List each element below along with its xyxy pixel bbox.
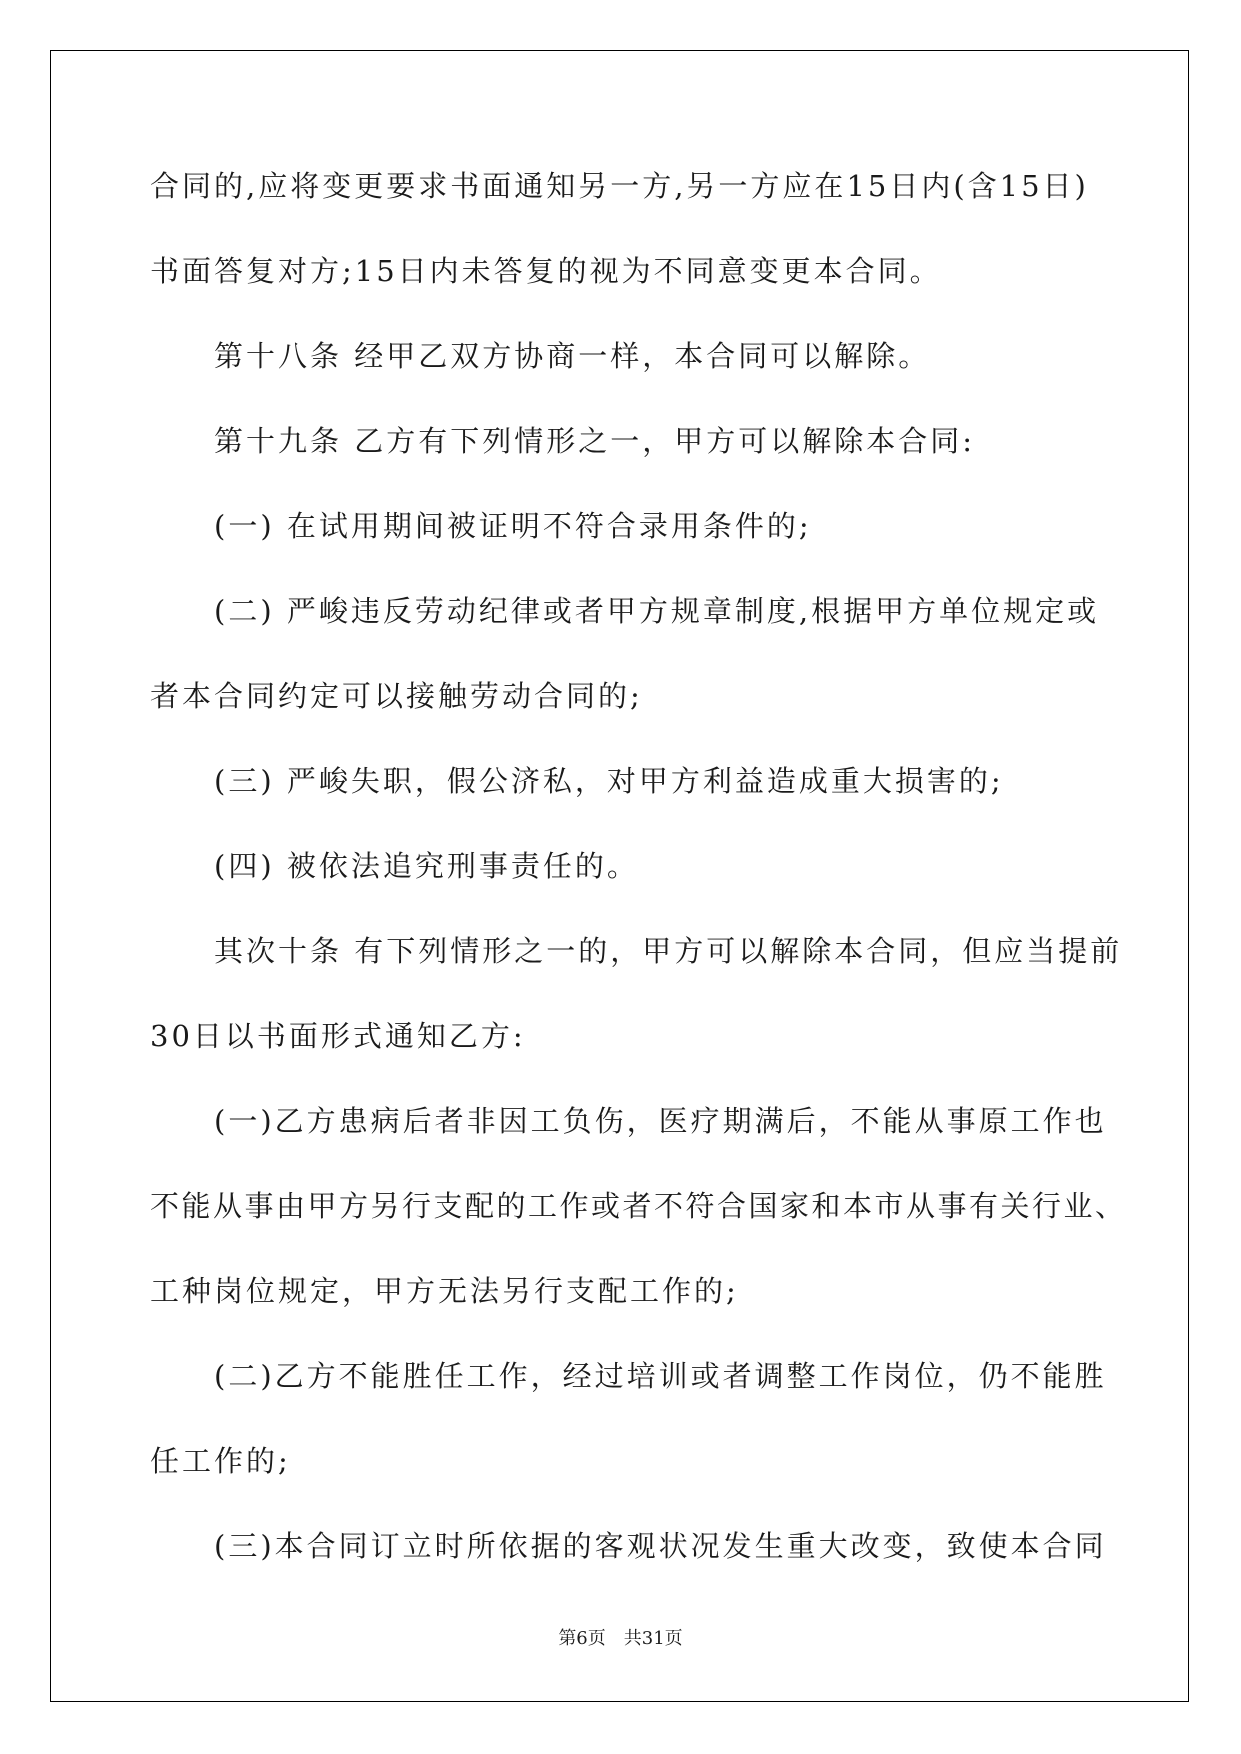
text-line: (二)乙方不能胜任工作，经过培训或者调整工作岗位，仍不能胜 xyxy=(150,1359,1107,1393)
text-line: (四) 被依法追究刑事责任的。 xyxy=(150,849,639,883)
text-line: (一) 在试用期间被证明不符合录用条件的; xyxy=(150,509,812,543)
text-line: 第十九条 乙方有下列情形之一，甲方可以解除本合同: xyxy=(150,424,975,458)
text-line: (一)乙方患病后者非因工负伤，医疗期满后，不能从事原工作也 xyxy=(150,1104,1107,1138)
text-line: 工种岗位规定，甲方无法另行支配工作的; xyxy=(150,1274,739,1308)
text-line: 30日以书面形式通知乙方: xyxy=(150,1019,526,1053)
text-line: (二) 严峻违反劳动纪律或者甲方规章制度,根据甲方单位规定或 xyxy=(150,594,1100,628)
text-line: 书面答复对方;15日内未答复的视为不同意变更本合同。 xyxy=(150,254,942,288)
page-number-total: 共31页 xyxy=(623,1628,683,1649)
text-line: (三)本合同订立时所依据的客观状况发生重大改变，致使本合同 xyxy=(150,1529,1107,1563)
text-line: 其次十条 有下列情形之一的，甲方可以解除本合同，但应当提前 xyxy=(150,934,1123,968)
page-footer xyxy=(0,1627,1241,1651)
text-line: 任工作的; xyxy=(150,1444,291,1478)
text-line: (三) 严峻失职，假公济私，对甲方利益造成重大损害的; xyxy=(150,764,1004,798)
text-line: 不能从事由甲方另行支配的工作或者不符合国家和本市从事有关行业、 xyxy=(150,1189,1127,1223)
text-line: 合同的,应将变更要求书面通知另一方,另一方应在15日内(含15日) xyxy=(150,169,1089,203)
page-number-current: 第6页 xyxy=(558,1628,606,1649)
text-line: 第十八条 经甲乙双方协商一样，本合同可以解除。 xyxy=(150,339,931,373)
text-line: 者本合同约定可以接触劳动合同的; xyxy=(150,679,643,713)
